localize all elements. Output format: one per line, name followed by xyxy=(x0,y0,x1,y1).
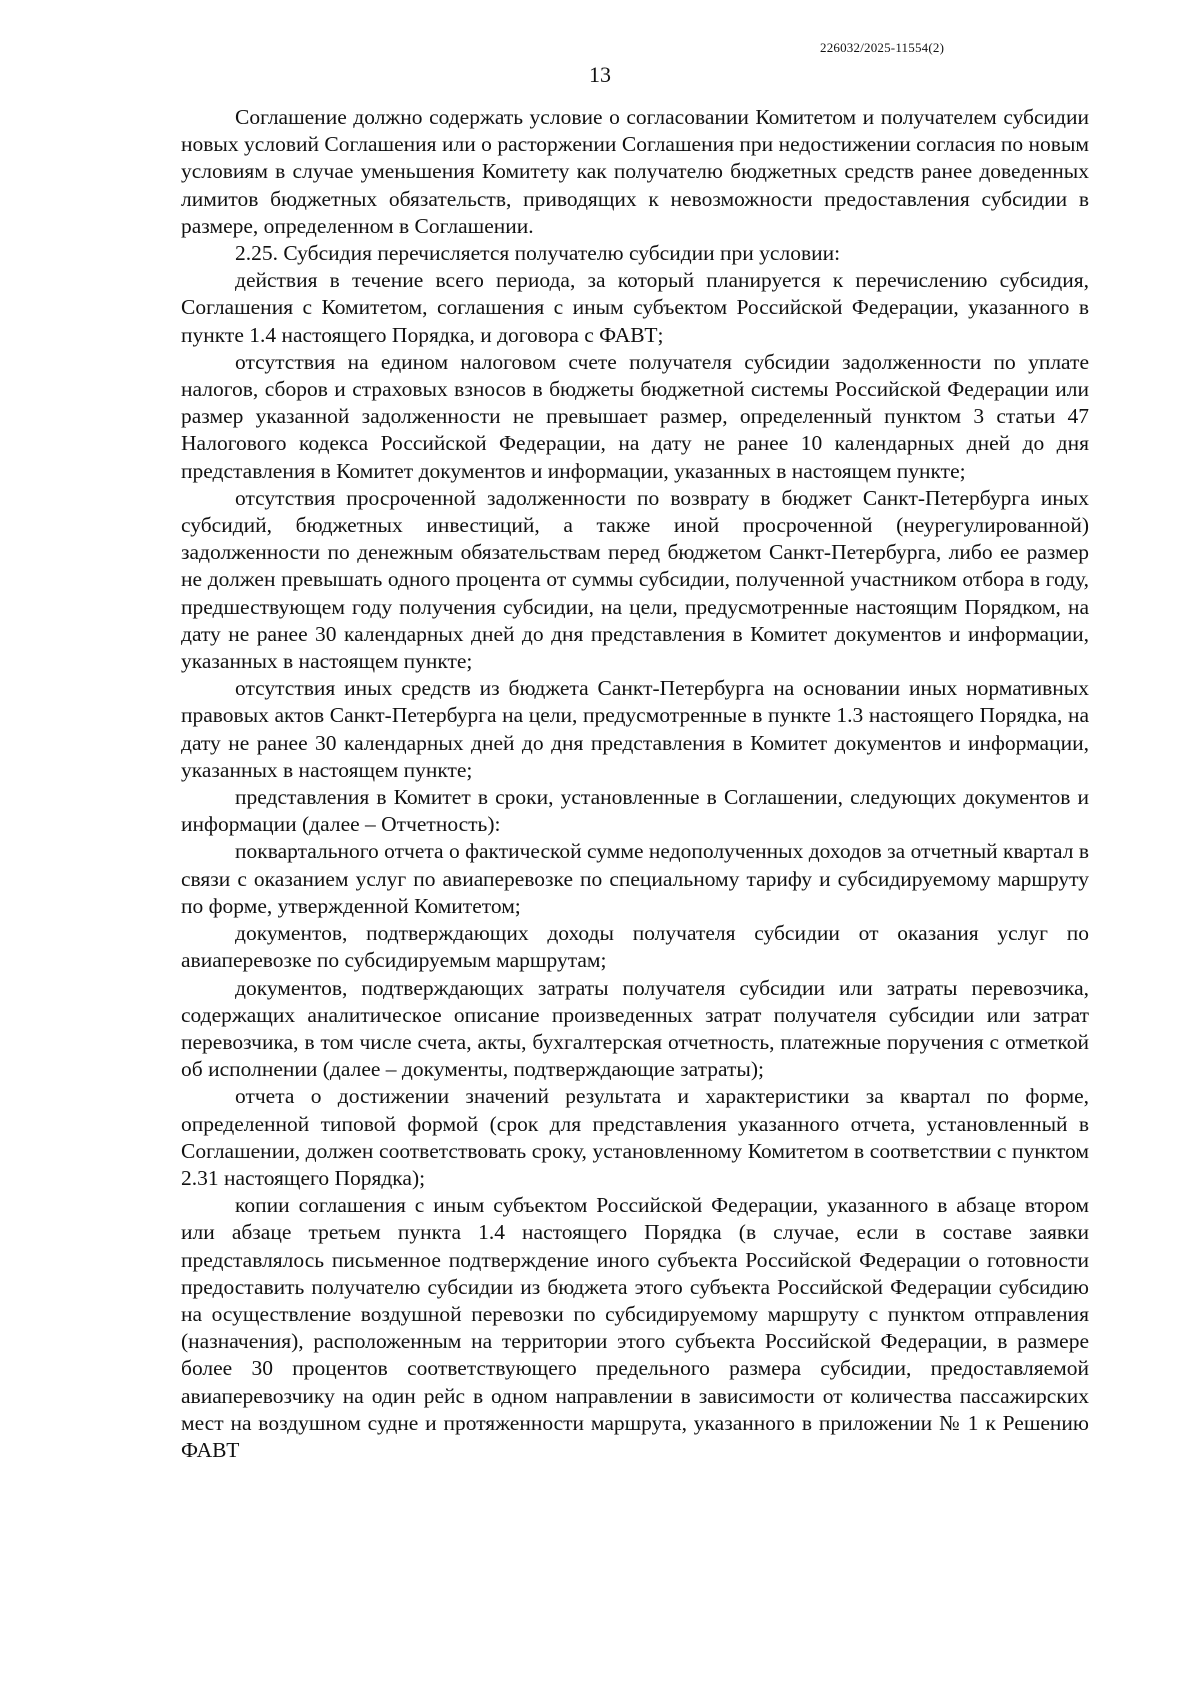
paragraph: документов, подтверждающих доходы получателя субсидии от оказания услуг по авиаперевозке по субсидируемым маршрутам; xyxy=(181,921,1089,973)
paragraph: документов, подтверждающих затраты получателя субсидии или затраты перевозчика, содержащих аналитическое описание произведенных затрат получателя субсидии или затрат перевозчика, в том числе счета, акты, бухгалтерская отчетность, платежные поручения с отметкой об исполнении (далее – документы, подтверждающие затраты); xyxy=(181,975,1089,1082)
paragraph: отчета о достижении значений результата и характеристики за квартал по форме, определенной типовой формой (срок для представления указанного отчета, установленный в Соглашении, должен соответствовать сроку, установленному Комитетом в соответствии с пунктом 2.31 настоящего Порядка); xyxy=(181,1084,1089,1190)
paragraph: отсутствия на едином налоговом счете получателя субсидии задолженности по уплате налогов, сборов и страховых взносов в бюджеты бюджетной системы Российской Федерации или размер указанной задолженности не превышает размер, определенный пунктом 3 статьи 47 Налогового кодекса Российской Федерации, на дату не ранее 10 календарных дней до дня представления в Комитет документов и информации, указанных в настоящем пункте; xyxy=(181,349,1089,483)
document-body xyxy=(181,104,1089,1464)
document-registration-number: 226032/2025-11554(2) xyxy=(820,40,945,55)
paragraph: представления в Комитет в сроки, установленные в Соглашении, следующих документов и информации (далее – Отчетность): xyxy=(181,785,1089,837)
paragraph: Соглашение должно содержать условие о согласовании Комитетом и получателем субсидии новых условий Соглашения или о расторжении Соглашения при недостижении согласия по новым условиям в случае уменьшения Комитету как получателю бюджетных средств ранее доведенных лимитов бюджетных обязательств, приводящих к невозможности предоставления субсидии в размере, определенном в Соглашении. xyxy=(181,105,1089,238)
paragraph: действия в течение всего периода, за который планируется к перечислению субсидия, Соглашения с Комитетом, соглашения с иным субъектом Российской Федерации, указанного в пункте 1.4 настоящего Порядка, и договора с ФАВТ; xyxy=(181,268,1089,347)
paragraph: копии соглашения с иным субъектом Российской Федерации, указанного в абзаце втором или абзаце третьем пункта 1.4 настоящего Порядка (в случае, если в составе заявки представлялось письменное подтверждение иного субъекта Российской Федерации о готовности предоставить получателю субсидии из бюджета этого субъекта Российской Федерации субсидию на осуществление воздушной перевозки по субсидируемому маршруту с пунктом отправления (назначения), расположенным на территории этого субъекта Российской Федерации, в размере более 30 процентов соответствующего предельного размера субсидии, предоставляемой авиаперевозчику на один рейс в одном направлении в зависимости от количества пассажирских мест на воздушном судне и протяженности маршрута, указанного в приложении № 1 к Решению ФАВТ xyxy=(181,1193,1089,1462)
page-number: 13 xyxy=(589,62,611,87)
paragraph: отсутствия просроченной задолженности по возврату в бюджет Санкт-Петербурга иных субсидий, бюджетных инвестиций, а также иной просроченной (неурегулированной) задолженности по денежным обязательствам перед бюджетом Санкт-Петербурга, либо ее размер не должен превышать одного процента от суммы субсидии, полученной участником отбора в году, предшествующем году получения субсидии, на цели, предусмотренные настоящим Порядком, на дату не ранее 30 календарных дней до дня представления в Комитет документов и информации, указанных в настоящем пункте; xyxy=(181,485,1089,674)
paragraph: отсутствия иных средств из бюджета Санкт-Петербурга на основании иных нормативных правовых актов Санкт-Петербурга на цели, предусмотренные в пункте 1.3 настоящего Порядка, на дату не ранее 30 календарных дней до дня представления в Комитет документов и информации, указанных в настоящем пункте; xyxy=(181,676,1089,782)
paragraph: поквартального отчета о фактической сумме недополученных доходов за отчетный квартал в связи с оказанием услуг по авиаперевозке по специальному тарифу и субсидируемому маршруту по форме, утвержденной Комитетом; xyxy=(181,839,1089,918)
paragraph: 2.25. Субсидия перечисляется получателю субсидии при условии: xyxy=(235,241,841,266)
